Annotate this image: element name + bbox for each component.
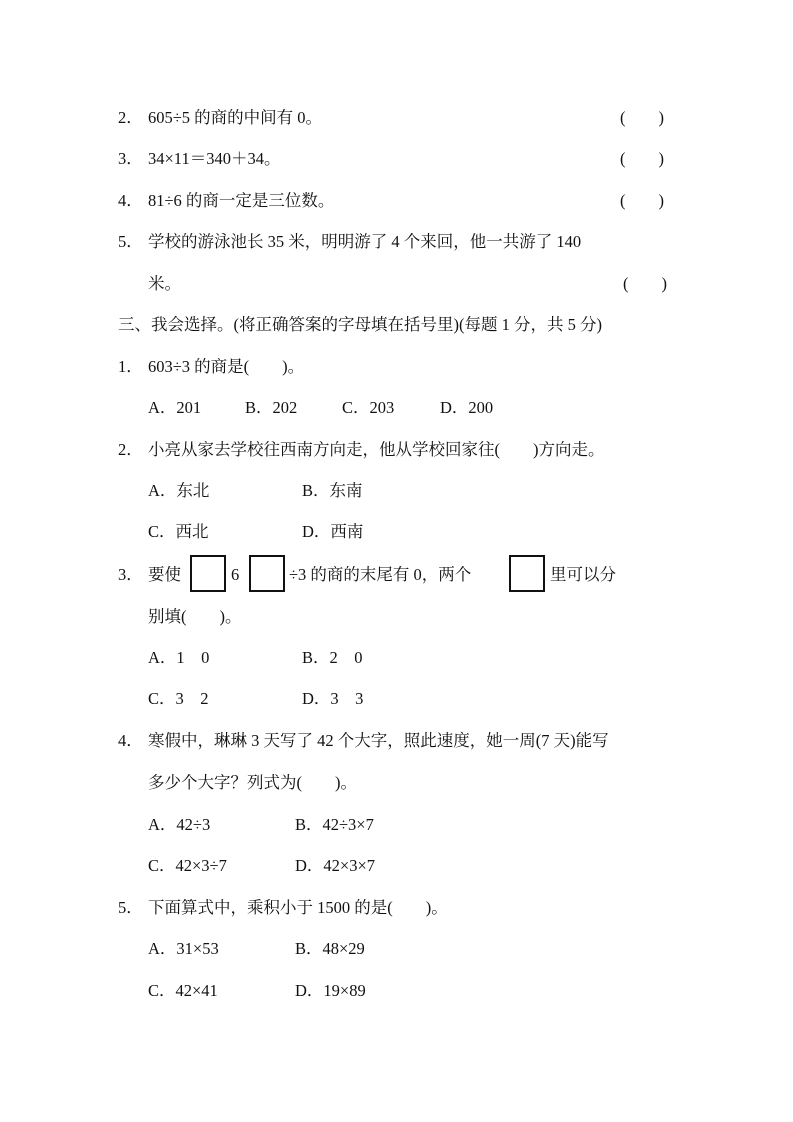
option-b[interactable]: B．48×29 bbox=[295, 939, 365, 958]
blank-box-1[interactable] bbox=[190, 555, 226, 592]
option-b[interactable]: B．42÷3×7 bbox=[295, 815, 374, 834]
blank-box-2[interactable] bbox=[249, 555, 285, 592]
item-text: 34×11＝340＋34。 bbox=[148, 149, 281, 168]
item-number: 4． bbox=[118, 191, 143, 210]
item-text: 81÷6 的商一定是三位数。 bbox=[148, 191, 335, 210]
option-c[interactable]: C．西北 bbox=[148, 522, 209, 541]
question-text: 603÷3 的商是( )。 bbox=[148, 357, 305, 376]
item-text: 学校的游泳池长 35 米，明明游了 4 个来回，他一共游了 140 bbox=[148, 232, 582, 251]
question-number: 4． bbox=[118, 731, 143, 750]
question-text-d: 里可以分 bbox=[550, 565, 616, 584]
answer-blank[interactable]: ( ) bbox=[620, 108, 664, 127]
answer-blank[interactable]: ( ) bbox=[620, 149, 664, 168]
question-text: 下面算式中，乘积小于 1500 的是( )。 bbox=[148, 898, 448, 917]
option-c[interactable]: C．42×41 bbox=[148, 981, 218, 1000]
option-d[interactable]: D．西南 bbox=[302, 522, 364, 541]
question-text-a: 要使 bbox=[148, 565, 181, 584]
option-c[interactable]: C．3 2 bbox=[148, 689, 209, 708]
option-d[interactable]: D．19×89 bbox=[295, 981, 366, 1000]
question-text-c: ÷3 的商的末尾有 0，两个 bbox=[289, 565, 472, 584]
item-number: 5． bbox=[118, 232, 143, 251]
section-heading: 三、我会选择。(将正确答案的字母填在括号里)(每题 1 分，共 5 分) bbox=[118, 315, 602, 334]
item-number: 2． bbox=[118, 108, 143, 127]
option-a[interactable]: A．201 bbox=[148, 398, 202, 417]
option-d[interactable]: D．200 bbox=[440, 398, 494, 417]
item-text: 605÷5 的商的中间有 0。 bbox=[148, 108, 323, 127]
item-text-cont: 米。 bbox=[148, 274, 181, 293]
option-d[interactable]: D．3 3 bbox=[302, 689, 364, 708]
item-number: 3． bbox=[118, 149, 143, 168]
option-a[interactable]: A．东北 bbox=[148, 481, 210, 500]
option-c[interactable]: C．203 bbox=[342, 398, 395, 417]
question-text: 寒假中，琳琳 3 天写了 42 个大字，照此速度，她一周(7 天)能写 bbox=[148, 731, 609, 750]
question-text-b: 6 bbox=[231, 565, 240, 584]
option-a[interactable]: A．31×53 bbox=[148, 939, 219, 958]
option-a[interactable]: A．42÷3 bbox=[148, 815, 211, 834]
question-number: 3． bbox=[118, 565, 143, 584]
question-number: 5． bbox=[118, 898, 143, 917]
answer-blank[interactable]: ( ) bbox=[620, 191, 664, 210]
option-b[interactable]: B．2 0 bbox=[302, 648, 363, 667]
option-a[interactable]: A．1 0 bbox=[148, 648, 210, 667]
blank-box-legend bbox=[509, 555, 545, 592]
question-number: 2． bbox=[118, 440, 143, 459]
option-b[interactable]: B．202 bbox=[245, 398, 298, 417]
option-c[interactable]: C．42×3÷7 bbox=[148, 856, 227, 875]
question-number: 1． bbox=[118, 357, 143, 376]
answer-blank[interactable]: ( ) bbox=[623, 274, 667, 293]
option-b[interactable]: B．东南 bbox=[302, 481, 363, 500]
question-text-cont: 多少个大字？列式为( )。 bbox=[148, 773, 357, 792]
question-text-cont: 别填( )。 bbox=[148, 607, 242, 626]
option-d[interactable]: D．42×3×7 bbox=[295, 856, 376, 875]
question-text: 小亮从家去学校往西南方向走，他从学校回家往( )方向走。 bbox=[148, 440, 605, 459]
